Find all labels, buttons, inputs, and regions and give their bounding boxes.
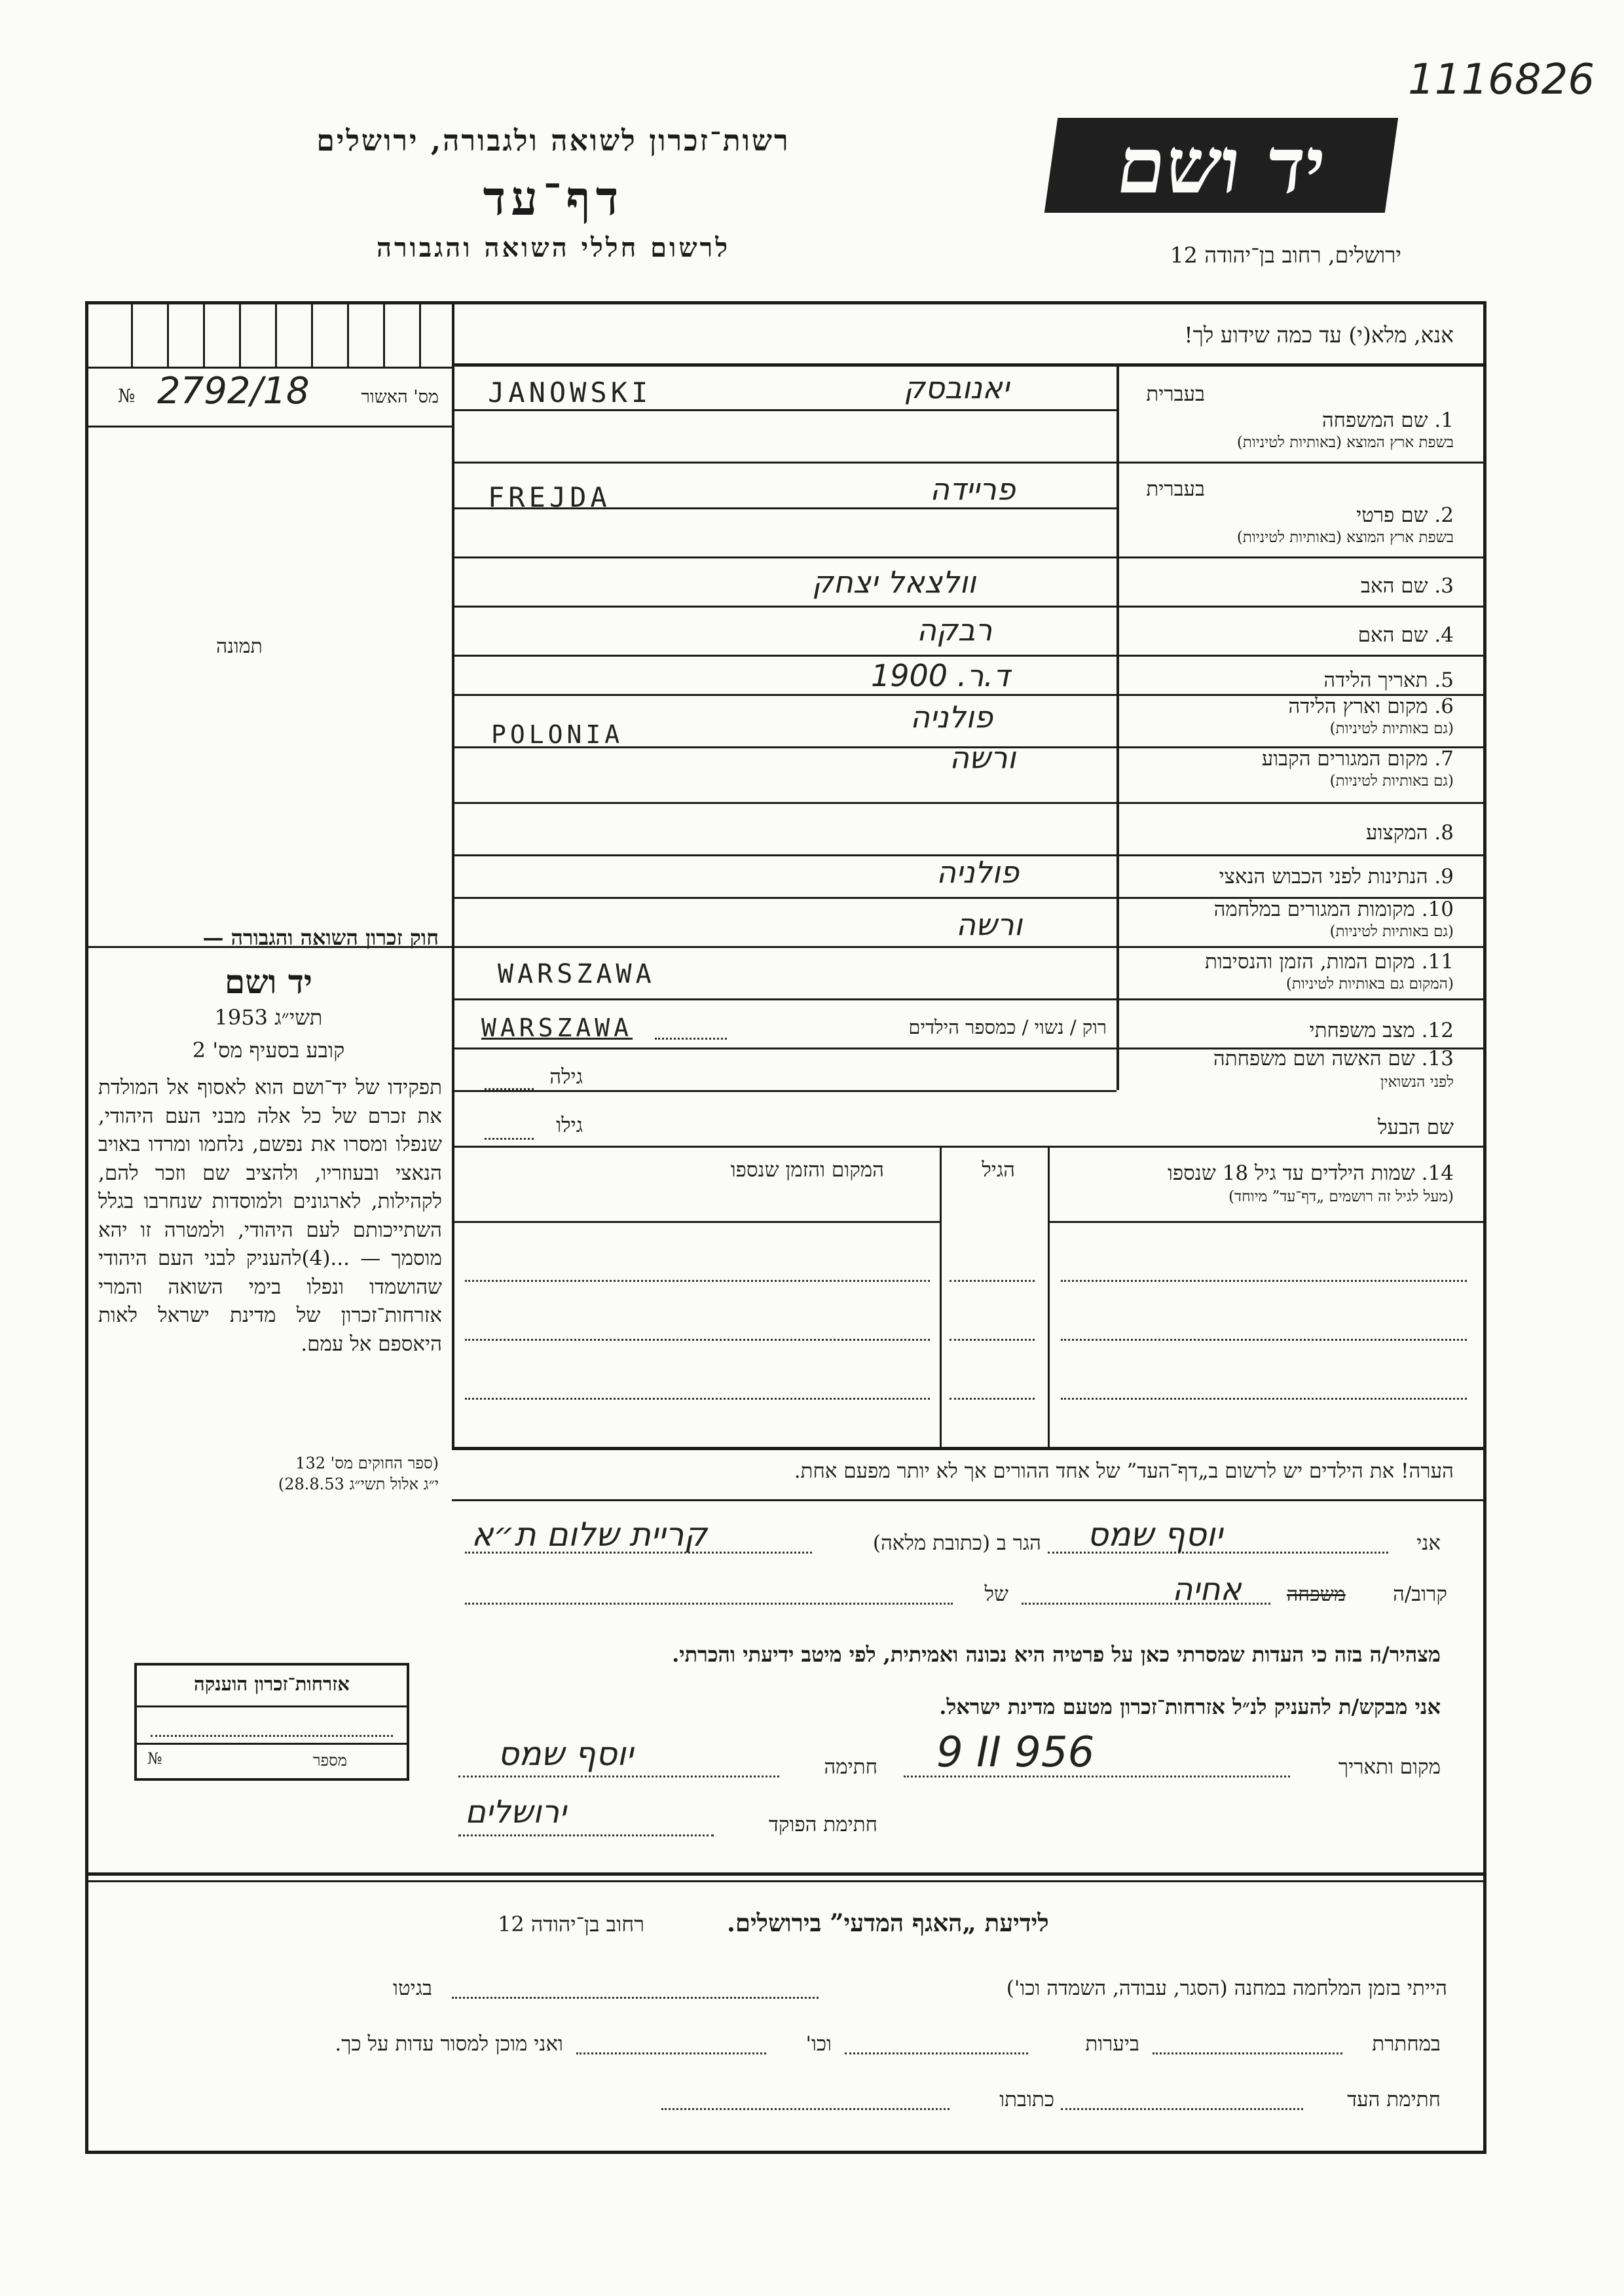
field-2-hebrew-tag: בעברית [1146,477,1205,501]
bottom-line1-a: הייתי בזמן המלחמה במחנה (הסגר, עבודה, השמדה וכו') [1006,1977,1447,2000]
field-10-label: 10. מקומות המגורים במלחמה [1213,898,1454,921]
yad-vashem-logo: יד ושם [1044,118,1398,213]
relation-label: קרוב/ה [1393,1582,1447,1606]
field-5-value: ד.ר. 1900 [871,658,1010,693]
declarant-address: קריית שלום ת״א [471,1516,707,1554]
law-citation-1: (ספר החוקים מס' 132 [295,1454,439,1472]
field-14-col-age: הגיל [982,1158,1015,1182]
field-1-label: 1. שם המשפחה [1321,409,1454,432]
request-text: אני מבקש/ת להעניק לנ״ל אזרחות־זכרון מטעם מדינת ישראל. [939,1694,1441,1719]
of-label: של [984,1582,1008,1606]
field-2-label: 2. שם פרטי [1356,503,1454,527]
bottom-line2-c: וכו' [805,2032,832,2056]
form-subtitle: לרשום חללי השואה והגבורה [376,232,731,263]
field-2-value-latin: FREJDA [488,481,611,513]
approval-label: מס' האשור [361,387,439,407]
field-1-value-he: יאנובסק [904,370,1010,405]
field-11-sub: (המקום גם באותיות לטיניות) [1285,975,1454,993]
place-date-label: מקום ותאריך [1338,1755,1441,1779]
field-1-hebrew-tag: בעברית [1146,382,1205,406]
husband-label: שם הבעל [1378,1116,1454,1139]
field-10-sub: (גם באותיות לטיניות) [1329,923,1454,940]
relation-value: אחיה [1172,1571,1242,1608]
form-title: דף־עד [483,170,624,226]
field-13-label: 13. שם האשה ושם משפחתה [1213,1047,1454,1070]
note: הערה! את הילדים יש לרשום ב„דף־העד” של אחד ההורים אך לא יותר מפעם אחת. [794,1459,1454,1483]
field-4-value: רבקה [917,612,993,647]
field-7-value: ורשה [950,740,1016,775]
law-year: תשי״ג 1953 [214,1005,323,1030]
declarant-ani: אני [1416,1531,1441,1555]
bottom-line1-b: בגיטו [393,1977,432,2000]
stamp-box-title: אזרחות־זכרון הוענקה [194,1673,350,1695]
field-13-age-label: גילה [549,1065,583,1089]
field-7-label: 7. מקום המגורים הקבוע [1261,747,1454,771]
field-5-label: 5. תאריך הלידה [1323,668,1454,692]
field-14-label: 14. שמות הילדים עד גיל 18 שנספו [1167,1161,1454,1185]
header-address: ירושלים, רחוב בן־יהודה 12 [1170,242,1401,268]
field-4-label: 4. שם האם [1357,623,1454,647]
field-11-value: WARSZAWA [498,959,655,989]
field-7-sub: (גם באותיות לטיניות) [1329,773,1454,790]
law-name: יד ושם [225,962,312,1001]
law-clause: קובע בסעיף מס' 2 [192,1038,345,1063]
field-2-sub: בשפת ארץ המוצא (באותיות לטיניות) [1236,529,1454,546]
instruction: אנא, מלא(י) עד כמה שידוע לך! [1184,322,1454,348]
bottom-line2-b: ביערות [1085,2032,1139,2056]
officer-value: ירושלים [465,1794,566,1831]
field-12-label: 12. מצב משפחתי [1309,1019,1454,1042]
husband-age-label: גילו [556,1114,583,1137]
law-citation-2: י״ג אלול תשי״ג 28.8.53) [278,1475,439,1493]
field-8-label: 8. המקצוע [1366,821,1454,845]
field-10-value: ורשה [956,907,1023,942]
bottom-line2-d: ואני מוכן למסור עדות על כך. [335,2032,563,2056]
stamp-number-prefix: № [147,1749,162,1768]
field-6-label: 6. מקום וארץ הלידה [1288,695,1454,718]
field-6-value-latin: POLONIA [491,720,624,749]
bottom-address: רחוב בן־יהודה 12 [498,1912,644,1937]
authority-name: רשות־זכרון לשואה ולגבורה, ירושלים [316,124,790,158]
stamp-number-label: מספר [312,1751,347,1770]
approval-prefix: № [118,385,136,407]
field-2-value-he: פריידה [930,471,1016,507]
photo-label: תמונה [216,635,263,658]
field-9-value: פולניה [936,854,1020,890]
field-12-options: רוק / נשוי / כמספר הילדים [908,1016,1107,1038]
signature-value: יוסף שמס [498,1735,633,1773]
law-heading: חוק זכרון השואה והגבורה — [202,925,439,950]
field-14-sub: (מעל לגיל זה רושמים „דף־עד” מיוחד) [1228,1188,1454,1205]
signature-label: חתימה [824,1755,877,1779]
declarant-name: יוסף שמס [1087,1516,1223,1554]
bottom-title: לידיעת „האגף המדעי” בירושלים. [727,1908,1049,1937]
field-14-col-place: המקום והזמן שנספו [730,1158,884,1182]
field-6-sub: (גם באותיות לטיניות) [1329,720,1454,737]
declaration-text: מצהיר/ה בזה כי העדות שמסרתי כאן על פרטיה היא נכונה ואמיתית, לפי מיטב ידיעתי והכרתי. [672,1642,1441,1667]
relation-crossed: משפחה [1287,1583,1346,1606]
field-3-label: 3. שם האב [1361,574,1454,598]
approval-number: 2792/18 [157,370,310,412]
field-1-sub: בשפת ארץ המוצא (באותיות לטיניות) [1236,434,1454,451]
field-6-value-he: פולניה [910,699,993,735]
bottom-line2-a: במחתרת [1372,2032,1441,2056]
law-body: תפקידו של יד־ושם הוא לאסוף אל המולדת את זכרם של כל אלה מבני העם היהודי, שנפלו ומסרו את נפשם, נלחמו ומרדו באויב הנאצי ובעוזריו, ולהציב שם וזכר להם, לקהילות, לארגונים ולמוסדות שנחרבו בגלל השתייכותם לעם היהודי, ולמטרה זו יהא מוסמך — ...(4)להעניק לבני העם היהודי שהושמדו ונפלו בימי השואה והמרי אזרחות־זכרון של מדינת ישראל לאות היאספם אל עמם. [98,1076,442,1356]
bottom-line3-b: כתובתו [999,2088,1054,2111]
field-11-label: 11. מקום המות, הזמן והנסיבות [1205,950,1454,974]
date-value: 9 II 956 [936,1728,1095,1777]
field-12-value: WARSZAWA [481,1013,633,1042]
field-13-sub: לפני הנשואין [1380,1074,1454,1091]
field-1-value-latin: JANOWSKI [488,376,652,409]
column-divider [452,301,454,1447]
bottom-line3-a: חתימת העד [1347,2088,1441,2111]
officer-label: חתימת הפוקד [768,1813,877,1836]
field-3-value: וולצאל יצחק [812,564,976,600]
archive-number: 1116826 [1408,56,1595,104]
field-9-label: 9. הנתינות לפני הכבוש הנאצי [1219,865,1454,888]
declarant-resides-label: הגר ב (כתובת מלאה) [872,1531,1041,1555]
